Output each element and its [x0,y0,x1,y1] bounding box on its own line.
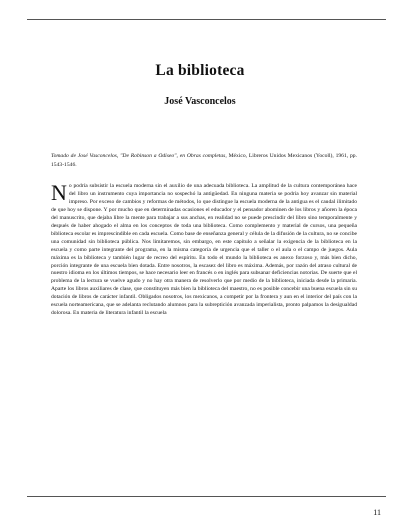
source-note [51,152,357,169]
bottom-rule [27,496,386,497]
source-prefix: Tomado de José Vasconcelos, "De Robinson a Odiseo", en [51,153,187,159]
page-number: 11 [373,508,381,517]
author-name: José Vasconcelos [164,96,236,107]
top-rule [27,19,386,20]
page-title: La biblioteca [155,62,245,79]
body-paragraph: o podría subsistir la escuela moderna sin el auxilio de una adecuada biblioteca. La amplitud de la cultura contemporánea hace del libro un instrumento cuya importancia no sospechó la antigüedad. En ninguna materia se podría hoy avanzar sin material impreso. Por exceso de cambios y reformas de métodos, lo que distingue la escuela moderna de la antigua es el caudal ilimitado de que hoy se dispone. Y por mucho que en determinadas ocasiones el educador y el pensador abominen de los libros y añoren la época del manuscrito, que dejaba libre la mente para trabajar a sus anchas, en realidad no se puede prescindir del libro sino temporalmente y después de haber ahogado el alma en los conceptos de toda una biblioteca. Como complemento y material de cursos, una pequeña biblioteca escolar es imprescindible en cada escuela. Como base de enseñanza general y célula de la difusión de la cultura, no se concibe una comunidad sin biblioteca pública. Nos limitaremos, sin embargo, en este capítulo a señalar la exigencia de la biblioteca en la escuela y como parte integrante del programa, en la misma categoría de urgencia que el taller o el aula o el campo de juegos. Aula máxima es la biblioteca y también lugar de recreo del espíritu. En todo el mundo la biblioteca es anexo forzoso y, más bien dicho, porción integrante de una escuela bien dotada. Entre nosotros, la escasez del libro es máxima. Además, por razón del atraso cultural de nuestro idioma en los últimos tiempos, se hace necesario leer en francés o en inglés para subsanar deficiencias notorias. De suerte que el problema de la lectura se vuelve agudo y no hay otra manera de resolverlo que por medio de la biblioteca, iniciada desde la primaria. Aparte los libros auxiliares de clase, que constituyen más bien la biblioteca del maestro, no es posible concebir una buena escuela sin su dotación de libros de carácter infantil. Obligados nosotros, los mexicanos, a competir por la frontera y aun en el interior del país con la escuela norteamericana, que se adelanta reclutando alumnos para la subreptición avanzada imperialista, pronto palpamos la desigualdad dolorosa. En materia de literatura infantil la escuela [51,183,357,317]
source-work: Obras completas [186,153,226,159]
drop-cap: N [51,180,67,205]
body-text [51,180,357,318]
source-suffix: , México, Libreros Unidos Mexicanos (Yocoll), 1961, pp. 1543-1546. [51,153,357,168]
